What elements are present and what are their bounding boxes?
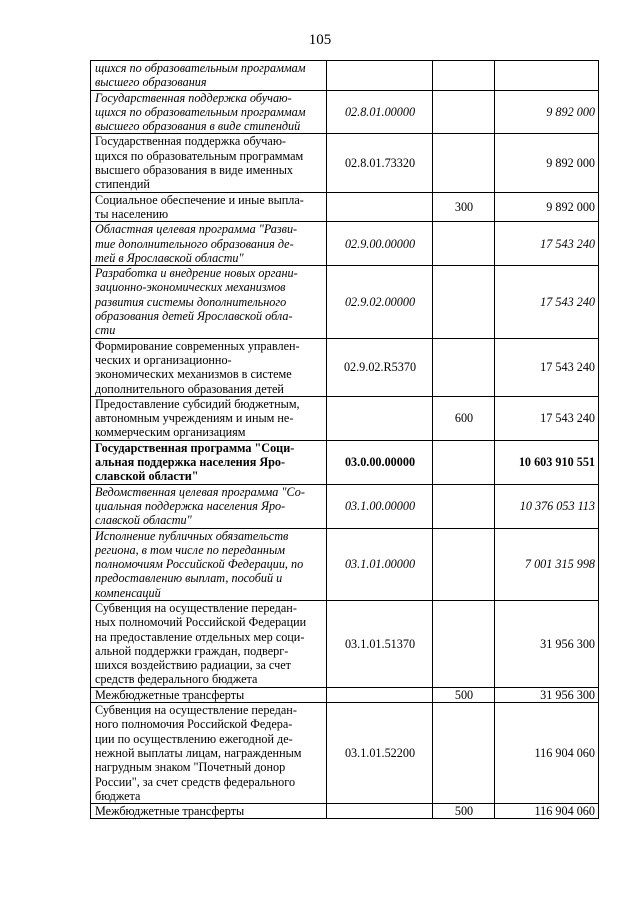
row-sum: 9 892 000 — [495, 134, 599, 192]
table-row — [91, 338, 599, 396]
row-name-line: развития системы дополнительного — [95, 294, 287, 309]
row-name-line: шихся воздействию радиации, за счет — [95, 658, 291, 673]
row-name-line: Субвенция на осуществление передан- — [95, 703, 297, 718]
row-expense-type: 300 — [433, 192, 495, 222]
table-row — [91, 703, 599, 804]
row-code: 02.9.00.00000 — [327, 222, 433, 266]
row-name-line: России", за счет средств федерального — [95, 774, 296, 789]
row-name-line: щихся по образовательным программам — [95, 148, 304, 163]
row-sum: 116 904 060 — [495, 703, 599, 804]
table-row — [91, 61, 599, 91]
row-expense-type — [433, 338, 495, 396]
row-name-line: на предоставление отдельных мер соци- — [95, 629, 305, 644]
row-name-line: альная поддержка населения Яро- — [95, 455, 286, 470]
row-name-line: нежной выплаты лицам, награжденным — [95, 745, 302, 760]
row-code — [327, 687, 433, 702]
row-sum — [495, 61, 599, 91]
row-name-line: Государственная поддержка обучаю- — [95, 90, 292, 105]
row-name-line: циальная поддержка населения Яро- — [95, 498, 286, 513]
row-name-line: щихся по образовательным программам — [95, 104, 306, 119]
table-row — [91, 484, 599, 528]
row-name-line: Государственная программа "Соци- — [95, 440, 295, 455]
row-expense-type: 500 — [433, 804, 495, 819]
row-sum: 31 956 300 — [495, 687, 599, 702]
table-row — [91, 222, 599, 266]
row-code: 02.8.01.73320 — [327, 134, 433, 192]
row-name-line: автономным учреждениям и иным не- — [95, 411, 294, 426]
row-code — [327, 804, 433, 819]
row-name-line: тие дополнительного образования де- — [95, 236, 294, 251]
row-name — [91, 192, 327, 222]
row-code: 03.1.00.00000 — [327, 484, 433, 528]
row-code: 02.9.02.00000 — [327, 266, 433, 338]
row-name-line: Социальное обеспечение и иные выпла- — [95, 192, 304, 207]
row-code: 03.0.00.00000 — [327, 440, 433, 484]
row-name-line: образования детей Ярославской обла- — [95, 309, 293, 324]
row-name — [91, 440, 327, 484]
row-name-line: Формирование современных управлен- — [95, 338, 300, 353]
row-name — [91, 338, 327, 396]
row-expense-type — [433, 484, 495, 528]
row-name-line: Ведомственная целевая программа "Со- — [95, 484, 305, 499]
table-row — [91, 192, 599, 222]
row-sum: 116 904 060 — [495, 804, 599, 819]
row-name-line: ческих и организационно- — [95, 352, 232, 367]
row-code — [327, 396, 433, 440]
row-name-line: Областная целевая программа "Разви- — [95, 222, 298, 237]
row-name-line: Разработка и внедрение новых органи- — [95, 266, 298, 281]
row-name — [91, 90, 327, 134]
row-name — [91, 134, 327, 192]
row-name-line: стипендий — [95, 177, 150, 192]
row-expense-type — [433, 222, 495, 266]
table-row — [91, 440, 599, 484]
row-name-line: бюджета — [95, 788, 141, 803]
row-name-line: высшего образования — [95, 75, 207, 90]
row-name-line: щихся по образовательным программам — [95, 61, 306, 75]
row-expense-type — [433, 134, 495, 192]
row-expense-type — [433, 440, 495, 484]
row-name-line: нагрудным знаком "Почетный донор — [95, 760, 286, 775]
row-sum: 17 543 240 — [495, 338, 599, 396]
row-name-line: средств федерального бюджета — [95, 672, 258, 687]
row-sum: 9 892 000 — [495, 90, 599, 134]
row-name-line: высшего образования в виде стипендий — [95, 119, 301, 134]
row-code — [327, 192, 433, 222]
row-code: 02.8.01.00000 — [327, 90, 433, 134]
table-row — [91, 90, 599, 134]
row-name-line: ного полномочия Российской Федера- — [95, 717, 293, 732]
table-row — [91, 134, 599, 192]
row-name-line: славской области" — [95, 513, 192, 528]
row-name — [91, 484, 327, 528]
row-sum: 7 001 315 998 — [495, 528, 599, 600]
row-name-line: полномочиям Российской Федерации, по — [95, 557, 304, 572]
row-name-line: ты населению — [95, 206, 169, 221]
row-code: 03.1.01.52200 — [327, 703, 433, 804]
row-expense-type: 500 — [433, 687, 495, 702]
row-name-line: коммерческим организациям — [95, 425, 246, 440]
row-name — [91, 804, 327, 819]
row-name-line: ции по осуществлению ежегодной де- — [95, 731, 293, 746]
row-name-line: ных полномочий Российской Федерации — [95, 615, 307, 630]
row-sum: 9 892 000 — [495, 192, 599, 222]
row-sum: 10 603 910 551 — [495, 440, 599, 484]
row-name-line: предоставлению выплат, пособий и — [95, 571, 283, 586]
row-name-line: зационно-экономических механизмов — [95, 280, 286, 295]
row-code: 03.1.01.51370 — [327, 600, 433, 687]
row-name-line: Государственная поддержка обучаю- — [95, 134, 286, 149]
page-number: 105 — [308, 32, 332, 48]
row-name — [91, 266, 327, 338]
row-name — [91, 528, 327, 600]
row-name-line: Межбюджетные трансферты — [95, 687, 245, 702]
row-expense-type — [433, 61, 495, 91]
table-row — [91, 687, 599, 702]
row-name-line: региона, в том числе по переданным — [95, 542, 285, 557]
row-name-line: тей в Ярославской области" — [95, 250, 244, 265]
row-code: 03.1.01.00000 — [327, 528, 433, 600]
row-name — [91, 600, 327, 687]
row-sum: 17 543 240 — [495, 266, 599, 338]
row-expense-type — [433, 528, 495, 600]
table-row — [91, 396, 599, 440]
row-name-line: Исполнение публичных обязательств — [95, 528, 289, 543]
row-expense-type — [433, 90, 495, 134]
row-name — [91, 396, 327, 440]
table-row — [91, 600, 599, 687]
row-name-line: высшего образования в виде именных — [95, 163, 294, 178]
row-name — [91, 687, 327, 702]
row-code: 02.9.02.R5370 — [327, 338, 433, 396]
row-name-line: экономических механизмов в системе — [95, 367, 292, 382]
table-row — [91, 528, 599, 600]
row-name-line: Субвенция на осуществление передан- — [95, 600, 297, 615]
table-row — [91, 804, 599, 819]
row-name-line: Предоставление субсидий бюджетным, — [95, 396, 300, 411]
row-expense-type — [433, 703, 495, 804]
row-name — [91, 703, 327, 804]
row-name-line: дополнительного образования детей — [95, 381, 284, 396]
row-sum: 17 543 240 — [495, 396, 599, 440]
row-expense-type: 600 — [433, 396, 495, 440]
budget-table — [90, 60, 599, 819]
row-name — [91, 61, 327, 91]
row-name-line: славской области" — [95, 469, 199, 484]
row-name-line: альной поддержки граждан, подверг- — [95, 643, 289, 658]
row-expense-type — [433, 600, 495, 687]
row-sum: 31 956 300 — [495, 600, 599, 687]
row-code — [327, 61, 433, 91]
row-name-line: Межбюджетные трансферты — [95, 804, 245, 819]
row-name — [91, 222, 327, 266]
row-sum: 10 376 053 113 — [495, 484, 599, 528]
table-row — [91, 266, 599, 338]
row-expense-type — [433, 266, 495, 338]
row-name-line: компенсаций — [95, 585, 161, 600]
row-name-line: сти — [95, 323, 116, 338]
row-sum: 17 543 240 — [495, 222, 599, 266]
